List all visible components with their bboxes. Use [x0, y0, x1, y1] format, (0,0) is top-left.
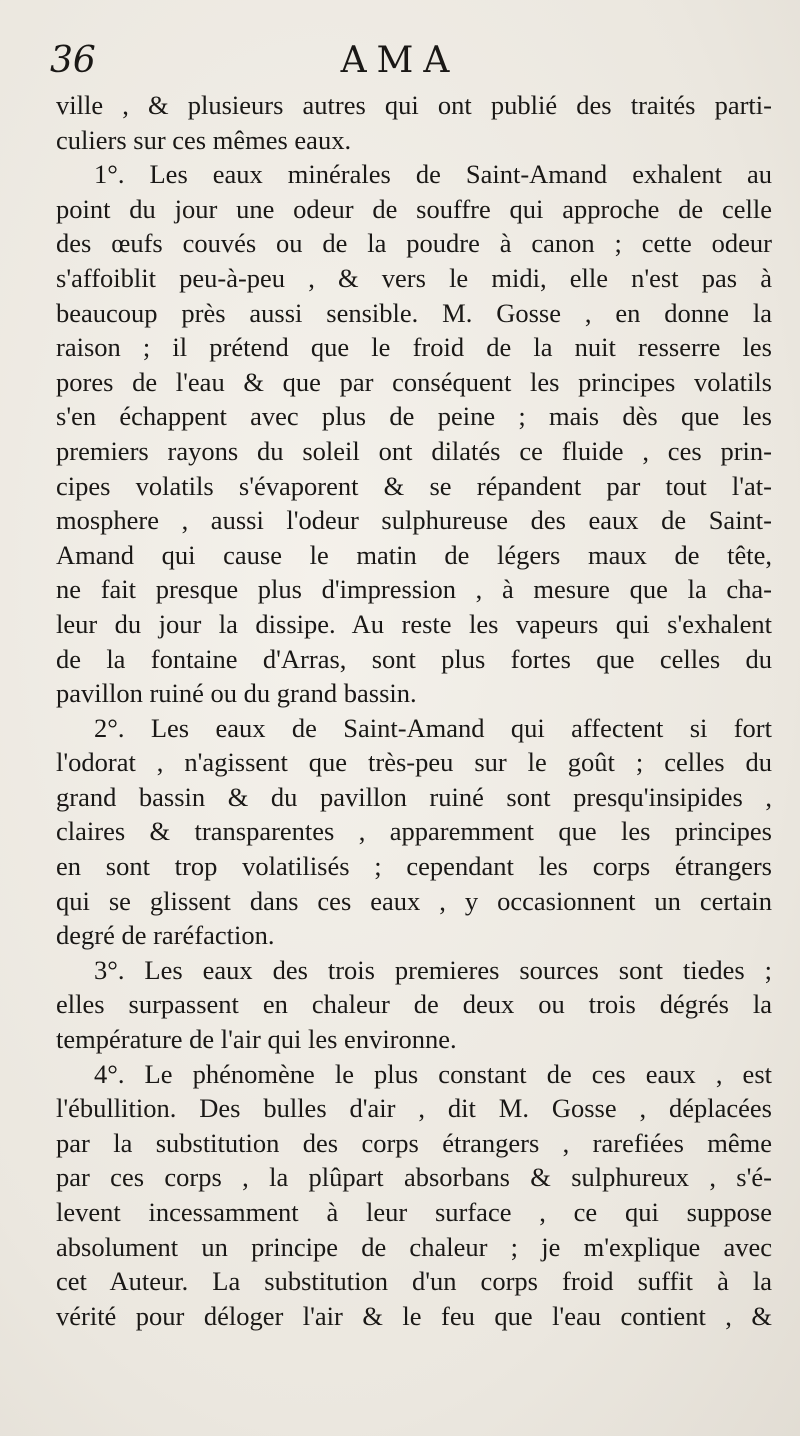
text-line: cipes volatils s'évaporent & se répandent par tout l'at- — [56, 470, 772, 501]
text-line: ne fait presque plus d'impression , à mesure que la cha- — [56, 574, 772, 605]
text-line: l'ébullition. Des bulles d'air , dit M. Gosse , déplacées — [56, 1093, 772, 1124]
text-line: culiers sur ces mêmes eaux. — [56, 124, 352, 155]
text-line: grand bassin & du pavillon ruiné sont presqu'insipides , — [56, 781, 772, 812]
text-line: par la substitution des corps étrangers , rarefiées même — [56, 1127, 772, 1158]
text-line: claires & transparentes , apparemment que les principes — [56, 816, 772, 847]
text-line: point du jour une odeur de souffre qui approche de celle — [56, 193, 772, 224]
text-line: 1°. Les eaux minérales de Saint-Amand exhalent au — [94, 159, 772, 190]
text-line: 4°. Le phénomène le plus constant de ces eaux , est — [94, 1058, 772, 1089]
text-line: degré de raréfaction. — [56, 920, 275, 951]
text-line: levent incessamment à leur surface , ce qui suppose — [56, 1197, 772, 1227]
text-line: 3°. Les eaux des trois premieres sources sont tiedes ; — [94, 954, 772, 985]
page-number: 36 — [50, 40, 96, 81]
body-text — [56, 88, 772, 1333]
text-line: s'en échappent avec plus de peine ; mais dès que les — [56, 401, 772, 432]
text-line: température de l'air qui les environne. — [56, 1024, 457, 1055]
text-line: premiers rayons du soleil ont dilatés ce fluide , ces prin- — [56, 435, 772, 466]
text-line: pores de l'eau & que par conséquent les principes volatils — [56, 366, 772, 397]
text-line: beaucoup près aussi sensible. M. Gosse , en donne la — [56, 297, 772, 328]
text-line: mosphere , aussi l'odeur sulphureuse des eaux de Saint- — [56, 505, 772, 536]
text-line: de la fontaine d'Arras, sont plus fortes que celles du — [56, 643, 772, 674]
text-line: ville , & plusieurs autres qui ont publié des traités parti- — [56, 90, 772, 120]
text-line: vérité pour déloger l'air & le feu que l'eau contient , & — [56, 1300, 772, 1331]
running-head: AMA — [340, 40, 460, 81]
text-line: pavillon ruiné ou du grand bassin. — [56, 678, 417, 709]
text-line: cet Auteur. La substitution d'un corps froid suffit à la — [56, 1266, 772, 1297]
text-line: des œufs couvés ou de la poudre à canon ; cette odeur — [56, 228, 772, 259]
text-line: absolument un principe de chaleur ; je m'explique avec — [56, 1231, 772, 1262]
text-line: l'odorat , n'agissent que très-peu sur le goût ; celles du — [56, 747, 772, 778]
text-line: 2°. Les eaux de Saint-Amand qui affectent si fort — [94, 712, 772, 743]
text-line: en sont trop volatilisés ; cependant les corps étrangers — [56, 851, 772, 882]
text-line: elles surpassent en chaleur de deux ou trois dégrés la — [56, 989, 772, 1020]
text-line: par ces corps , la plûpart absorbans & sulphureux , s'é- — [56, 1162, 772, 1193]
text-line: Amand qui cause le matin de légers maux de tête, — [56, 539, 772, 570]
text-line: leur du jour la dissipe. Au reste les vapeurs qui s'exhalent — [56, 608, 772, 639]
page-header — [0, 38, 800, 88]
text-line: qui se glissent dans ces eaux , y occasionnent un certain — [56, 885, 772, 916]
text-line: s'affoiblit peu-à-peu , & vers le midi, elle n'est pas à — [56, 262, 772, 293]
text-line: raison ; il prétend que le froid de la nuit resserre les — [56, 332, 772, 363]
